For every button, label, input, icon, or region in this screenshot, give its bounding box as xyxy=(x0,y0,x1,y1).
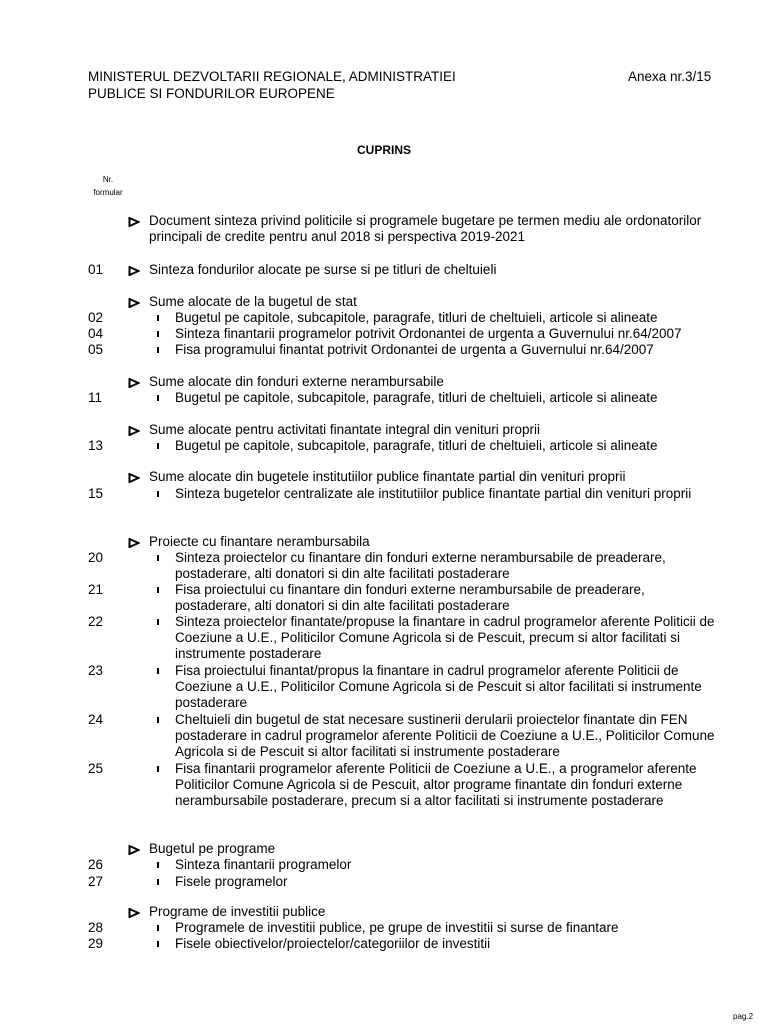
list-item xyxy=(155,326,715,342)
item-text: Cheltuieli din bugetul de stat necesare sustinerii derularii proiectelor finantate din FEN postaderare in cadrul programelor aferente Politicii de Coeziune a U.E., Politicilor Comune Agricola si de Pescuit si altor facilitati si instrumente postaderare xyxy=(175,712,715,759)
bullet-icon xyxy=(157,862,159,868)
arrow-bullet-icon xyxy=(128,845,140,855)
form-number: 01 xyxy=(88,262,104,277)
section-text: Sume alocate din bugetele institutiilor publice finantate partial din venituri proprii xyxy=(149,469,626,484)
list-item xyxy=(155,874,715,890)
bullet-icon xyxy=(157,315,159,321)
bullet-icon xyxy=(157,668,159,674)
form-number: 15 xyxy=(88,486,104,501)
bullet-icon xyxy=(157,619,159,625)
item-text: Sinteza proiectelor cu finantare din fonduri externe nerambursabile de preaderare, postaderare, alti donatori si din alte facilitati postaderare xyxy=(175,550,666,581)
item-text: Fisele obiectivelor/proiectelor/categoriilor de investitii xyxy=(175,936,491,951)
page-title: CUPRINS xyxy=(356,143,411,157)
nr-label-line-2: formular xyxy=(93,188,123,197)
section-document-sinteza xyxy=(128,213,708,245)
bullet-icon xyxy=(157,395,159,401)
list-item xyxy=(155,761,715,809)
item-text: Bugetul pe capitole, subcapitole, paragrafe, titluri de cheltuieli, articole si alineate xyxy=(175,310,658,325)
form-number: 23 xyxy=(88,663,104,678)
arrow-bullet-icon xyxy=(128,266,140,276)
arrow-bullet-icon xyxy=(128,473,140,483)
form-number: 24 xyxy=(88,712,104,727)
arrow-bullet-icon xyxy=(128,908,140,918)
form-number: 13 xyxy=(88,438,104,453)
bullet-icon xyxy=(157,879,159,885)
bullet-icon xyxy=(157,587,159,593)
item-text: Fisa programului finantat potrivit Ordonantei de urgenta a Guvernului nr.64/2007 xyxy=(175,342,654,357)
list-item xyxy=(155,550,715,582)
arrow-bullet-icon xyxy=(128,378,140,388)
column-label-nr-formular xyxy=(80,173,136,199)
bullet-icon xyxy=(157,491,159,497)
bullet-icon xyxy=(157,925,159,931)
arrow-bullet-icon xyxy=(128,217,140,227)
ministry-line-1: MINISTERUL DEZVOLTARII REGIONALE, ADMINISTRATIEI xyxy=(88,69,456,84)
form-number: 22 xyxy=(88,614,104,629)
item-text: Programele de investitii publice, pe grupe de investitii si surse de finantare xyxy=(175,920,619,935)
section-text: Sume alocate de la bugetul de stat xyxy=(149,294,357,309)
list-item xyxy=(155,614,715,662)
item-text: Sinteza bugetelor centralizate ale institutiilor publice finantate partial din venituri proprii xyxy=(175,486,692,501)
page-number: pag.2 xyxy=(733,1012,754,1021)
section-proiecte-nerambursabile xyxy=(128,534,708,550)
ministry-heading xyxy=(88,68,508,102)
list-item xyxy=(155,390,715,406)
form-number: 02 xyxy=(88,310,104,325)
section-institutii-publice xyxy=(128,469,708,485)
arrow-bullet-icon xyxy=(128,538,140,548)
item-text: Fisele programelor xyxy=(175,874,288,889)
list-item xyxy=(155,342,715,358)
bullet-icon xyxy=(157,717,159,723)
list-item xyxy=(155,486,715,502)
bullet-icon xyxy=(157,347,159,353)
section-investitii-publice xyxy=(128,904,708,920)
section-text: Bugetul pe programe xyxy=(149,841,276,856)
list-item xyxy=(155,936,715,952)
section-text: Document sinteza privind politicile si programele bugetare pe termen mediu ale ordonatorilor principali de credite pentru anul 2018 si perspectiva 2019-2021 xyxy=(149,213,702,244)
section-buget-de-stat xyxy=(128,294,708,310)
item-text: Fisa finantarii programelor aferente Politicii de Coeziune a U.E., a programelor aferente Politicilor Comune Agricola si de Pescuit, altor programe finantate din fonduri externe nerambursabile postaderare, precum si a altor facilitati si instrumente postaderare xyxy=(175,761,697,808)
item-text: Fisa proiectului cu finantare din fonduri externe nerambursabile de preaderare, postaderare, alti donatori si din alte facilitati postaderare xyxy=(175,582,645,613)
form-number: 11 xyxy=(88,390,103,405)
form-number: 27 xyxy=(88,874,104,889)
item-text: Fisa proiectului finantat/propus la finantare in cadrul programelor aferente Politicii de Coeziune a U.E., Politicilor Comune Agricola si de Pescuit si altor facilitati si instrumente postaderare xyxy=(175,663,702,710)
form-number: 29 xyxy=(88,936,104,951)
list-item xyxy=(155,310,715,326)
nr-label-line-1: Nr. xyxy=(102,175,114,184)
section-text: Sume alocate pentru activitati finantate integral din venituri proprii xyxy=(149,422,540,437)
list-item xyxy=(155,663,715,711)
form-number: 20 xyxy=(88,550,104,565)
section-bugetul-pe-programe xyxy=(128,841,708,857)
bullet-icon xyxy=(157,941,159,947)
section-text: Sinteza fondurilor alocate pe surse si pe titluri de cheltuieli xyxy=(149,262,497,277)
arrow-bullet-icon xyxy=(128,426,140,436)
item-text: Bugetul pe capitole, subcapitole, paragrafe, titluri de cheltuieli, articole si alineate xyxy=(175,438,658,453)
list-item xyxy=(155,438,715,454)
form-number: 05 xyxy=(88,342,104,357)
item-text: Sinteza finantarii programelor potrivit Ordonantei de urgenta a Guvernului nr.64/2007 xyxy=(175,326,682,341)
list-item xyxy=(155,857,715,873)
section-venituri-proprii xyxy=(128,422,708,438)
annex-label: Anexa nr.3/15 xyxy=(628,69,712,84)
bullet-icon xyxy=(157,766,159,772)
section-fonduri-externe xyxy=(128,374,708,390)
section-text: Sume alocate din fonduri externe nerambursabile xyxy=(149,374,444,389)
bullet-icon xyxy=(157,555,159,561)
form-number: 21 xyxy=(88,582,104,597)
form-number: 26 xyxy=(88,857,104,872)
form-number: 25 xyxy=(88,761,104,776)
form-number: 04 xyxy=(88,326,104,341)
form-number: 28 xyxy=(88,920,104,935)
item-text: Sinteza finantarii programelor xyxy=(175,857,352,872)
section-text: Proiecte cu finantare nerambursabila xyxy=(149,534,370,549)
ministry-line-2: PUBLICE SI FONDURILOR EUROPENE xyxy=(88,86,335,101)
section-text: Programe de investitii publice xyxy=(149,904,326,919)
section-sinteza-fonduri xyxy=(128,262,708,278)
list-item xyxy=(155,582,715,614)
arrow-bullet-icon xyxy=(128,298,140,308)
item-text: Bugetul pe capitole, subcapitole, paragrafe, titluri de cheltuieli, articole si alineate xyxy=(175,390,658,405)
bullet-icon xyxy=(157,443,159,449)
list-item xyxy=(155,920,715,936)
bullet-icon xyxy=(157,331,159,337)
item-text: Sinteza proiectelor finantate/propuse la finantare in cadrul programelor aferente Politicii de Coeziune a U.E., Politicilor Comune Agricola si de Pescuit, precum si altor facilitati si instrumente postaderare xyxy=(175,614,715,661)
list-item xyxy=(155,712,715,760)
